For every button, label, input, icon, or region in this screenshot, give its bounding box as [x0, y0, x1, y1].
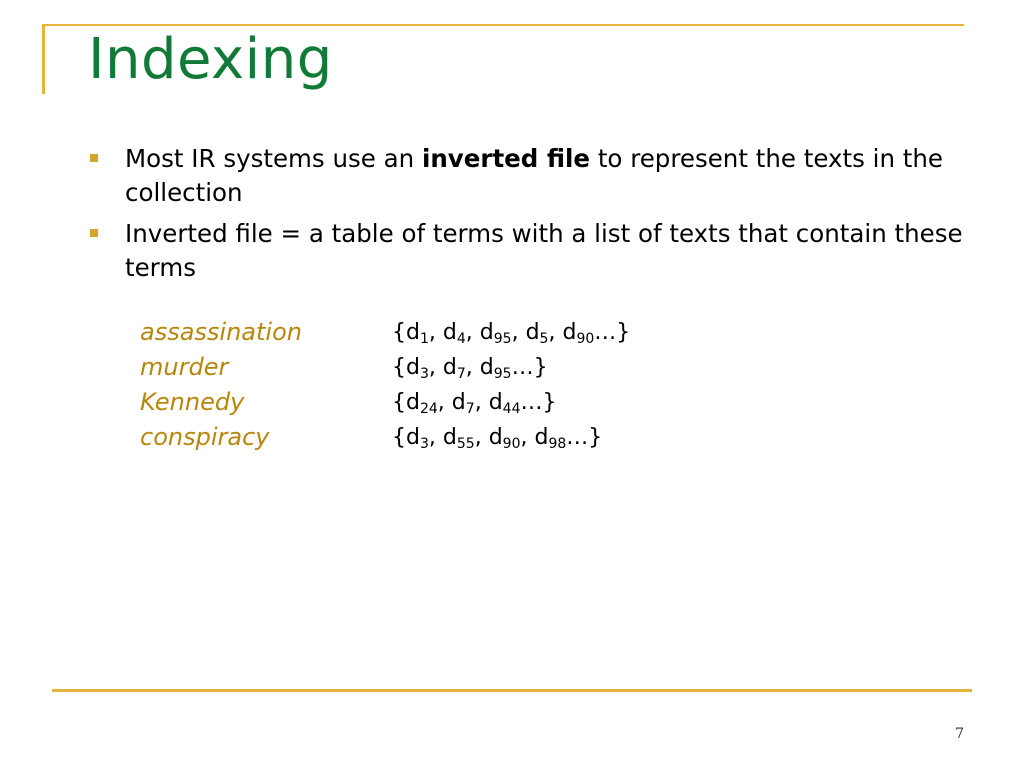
title-accent-vertical-bar	[42, 24, 45, 94]
posting-doc-number: 55	[456, 436, 475, 452]
posting-doc-prefix: d	[562, 320, 577, 345]
index-term: assassination	[140, 318, 302, 346]
square-bullet-icon	[90, 229, 98, 237]
footer-divider	[52, 689, 972, 692]
bullet-item-inverted-file-usage	[88, 142, 998, 210]
posting-doc	[534, 425, 566, 450]
posting-doc-number: 7	[465, 401, 475, 417]
posting-doc-prefix: d	[488, 425, 503, 450]
bullet-text-after: to represent the texts in the collection	[125, 144, 943, 207]
posting-doc-number: 4	[456, 331, 466, 347]
index-postings: {$d_3$, $d_{55}$, $d_{90}$, $d_{98}\dots$}	[392, 425, 603, 452]
posting-doc-number: 44	[502, 401, 521, 417]
index-postings: {$d_{24}$, $d_7$, $d_{44}\dots$}	[392, 390, 557, 417]
posting-doc-number: 90	[576, 331, 595, 347]
posting-doc-prefix: d	[442, 425, 457, 450]
index-postings: {$d_3$, $d_7$, $d_{95}\dots$}	[392, 355, 548, 382]
posting-doc-number: 3	[419, 366, 429, 382]
posting-doc-prefix: d	[451, 390, 466, 415]
posting-doc-prefix: d	[525, 320, 540, 345]
posting-doc-prefix: d	[534, 425, 549, 450]
posting-doc-number: 1	[419, 331, 429, 347]
posting-doc	[562, 320, 594, 345]
posting-doc	[406, 355, 429, 380]
bullet-text: Inverted file = a table of terms with a list of texts that contain these terms	[125, 219, 963, 282]
posting-doc	[443, 320, 466, 345]
posting-doc-number: 7	[456, 366, 466, 382]
posting-doc-number: 95	[493, 331, 512, 347]
posting-doc	[489, 390, 521, 415]
bullet-text-bold: inverted file	[421, 144, 591, 173]
posting-doc-number: 95	[493, 366, 512, 382]
posting-doc-prefix: d	[406, 425, 420, 450]
posting-doc-number: 3	[419, 436, 429, 452]
posting-doc	[406, 320, 429, 345]
posting-doc-prefix: d	[442, 355, 457, 380]
posting-doc	[480, 355, 512, 380]
posting-doc	[406, 425, 429, 450]
posting-doc-prefix: d	[479, 355, 494, 380]
posting-doc-prefix: d	[442, 320, 457, 345]
posting-doc	[526, 320, 549, 345]
index-postings: {$d_1$, $d_4$, $d_{95}$, $d_5$, $d_{90}\dots$}	[392, 320, 631, 347]
posting-doc-prefix: d	[488, 390, 503, 415]
posting-doc	[489, 425, 521, 450]
posting-doc-number: 24	[419, 401, 438, 417]
posting-doc-number: 90	[502, 436, 521, 452]
index-term: Kennedy	[140, 388, 245, 416]
posting-doc-prefix: d	[406, 320, 420, 345]
posting-doc-prefix: d	[406, 390, 420, 415]
posting-doc	[443, 425, 475, 450]
posting-doc	[406, 390, 438, 415]
index-term: murder	[140, 353, 229, 381]
square-bullet-icon	[90, 154, 98, 162]
posting-doc	[443, 355, 466, 380]
posting-doc-number: 5	[539, 331, 549, 347]
posting-doc	[452, 390, 475, 415]
bullet-text-before: Most IR systems use an	[125, 144, 422, 173]
posting-doc-prefix: d	[479, 320, 494, 345]
posting-doc-prefix: d	[406, 355, 420, 380]
slide-title: Indexing	[88, 27, 333, 92]
bullet-item-inverted-file-definition	[88, 217, 998, 285]
posting-doc-number: 98	[548, 436, 567, 452]
bullet-list	[88, 142, 998, 292]
page-number: 7	[955, 726, 964, 742]
index-term: conspiracy	[140, 423, 270, 451]
posting-doc	[480, 320, 512, 345]
